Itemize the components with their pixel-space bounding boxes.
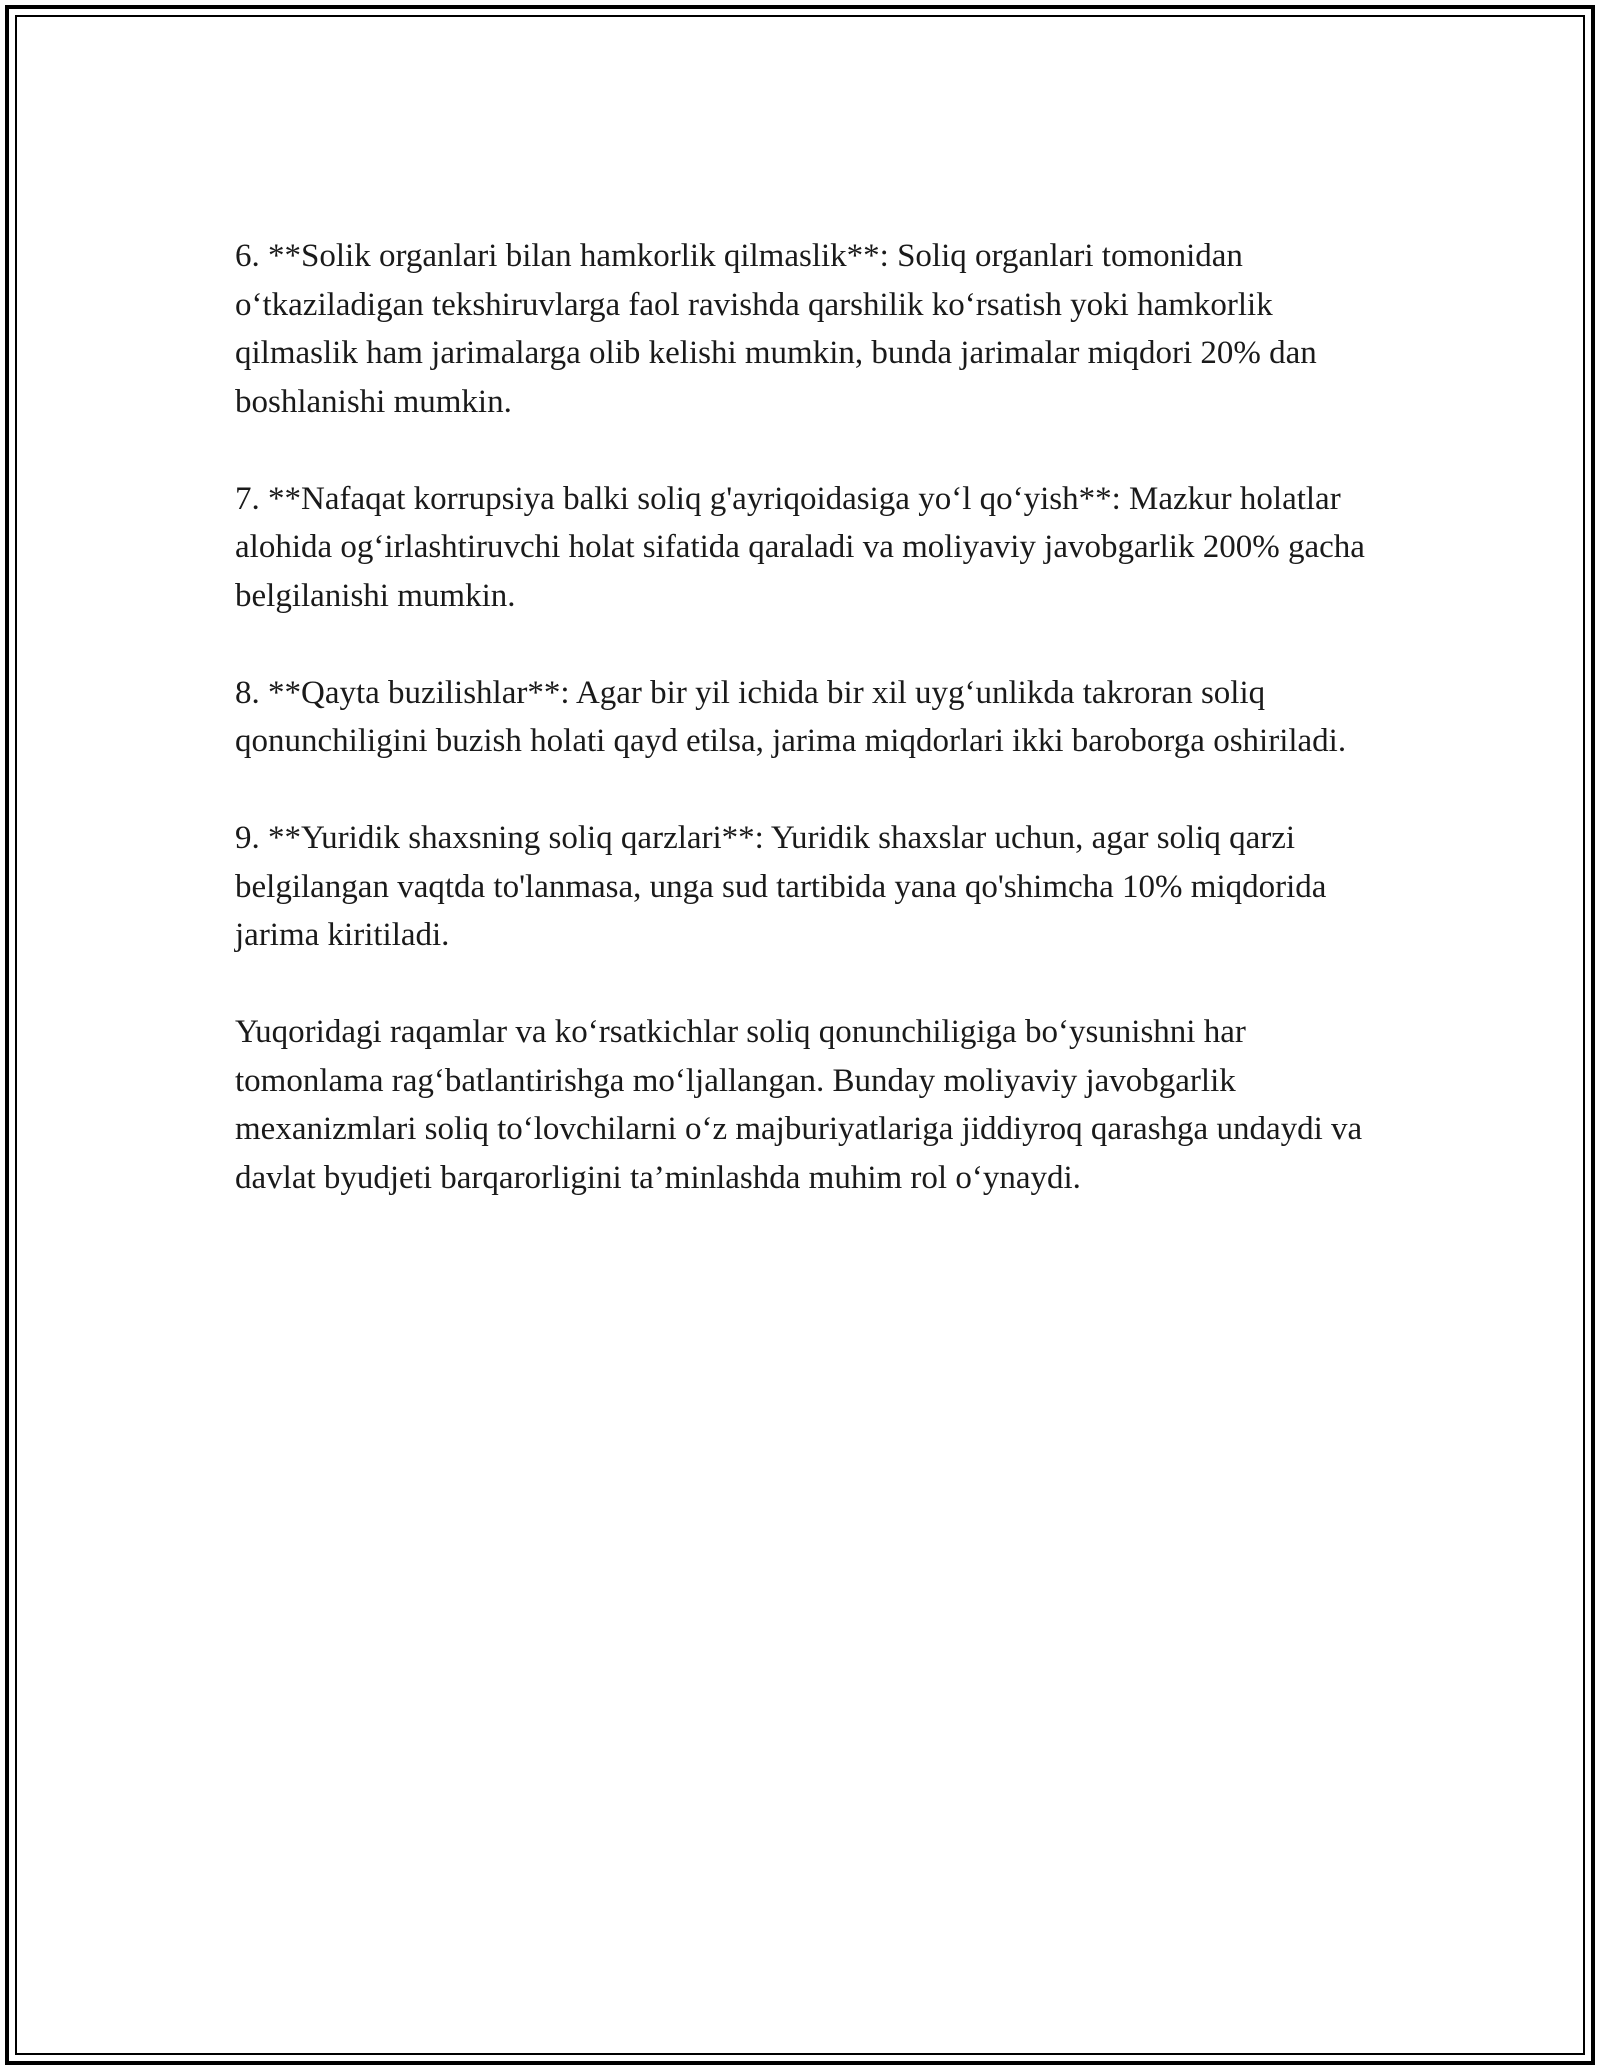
paragraph-item-6: 6. **Solik organlari bilan hamkorlik qilmaslik**: Soliq organlari tomonidan o‘tkaziladigan tekshiruvlarga faol ravishda qarshilik ko‘rsatish yoki hamkorlik qilmaslik ham jarimalarga olib kelishi mumkin, bunda jarimalar miqdori 20% dan boshlanishi mumkin. (235, 238, 1317, 420)
paragraph-item-7: 7. **Nafaqat korrupsiya balki soliq g'ayriqoidasiga yo‘l qo‘yish**: Mazkur holatlar alohida og‘irlashtiruvchi holat sifatida qaraladi va moliyaviy javobgarlik 200% gacha belgilanishi mumkin. (235, 480, 1365, 614)
document-body (235, 232, 1385, 1251)
paragraph-conclusion: Yuqoridagi raqamlar va ko‘rsatkichlar soliq qonunchiligiga bo‘ysunishni har tomonlama rag‘batlantirishga mo‘ljallangan. Bunday moliyaviy javobgarlik mexanizmlari soliq to‘lovchilarni o‘z majburiyatlariga jiddiyroq qarashga undaydi va davlat byudjeti barqarorligini ta’minlashda muhim rol o‘ynaydi. (235, 1014, 1363, 1196)
paragraph-item-9: 9. **Yuridik shaxsning soliq qarzlari**: Yuridik shaxslar uchun, agar soliq qarzi belgilangan vaqtda to'lanmasa, unga sud tartibida yana qo'shimcha 10% miqdorida jarima kiritiladi. (235, 820, 1327, 953)
paragraph-item-8: 8. **Qayta buzilishlar**: Agar bir yil ichida bir xil uyg‘unlikda takroran soliq qonunchiligini buzish holati qayd etilsa, jarima miqdorlari ikki baroborga oshiriladi. (235, 674, 1347, 759)
